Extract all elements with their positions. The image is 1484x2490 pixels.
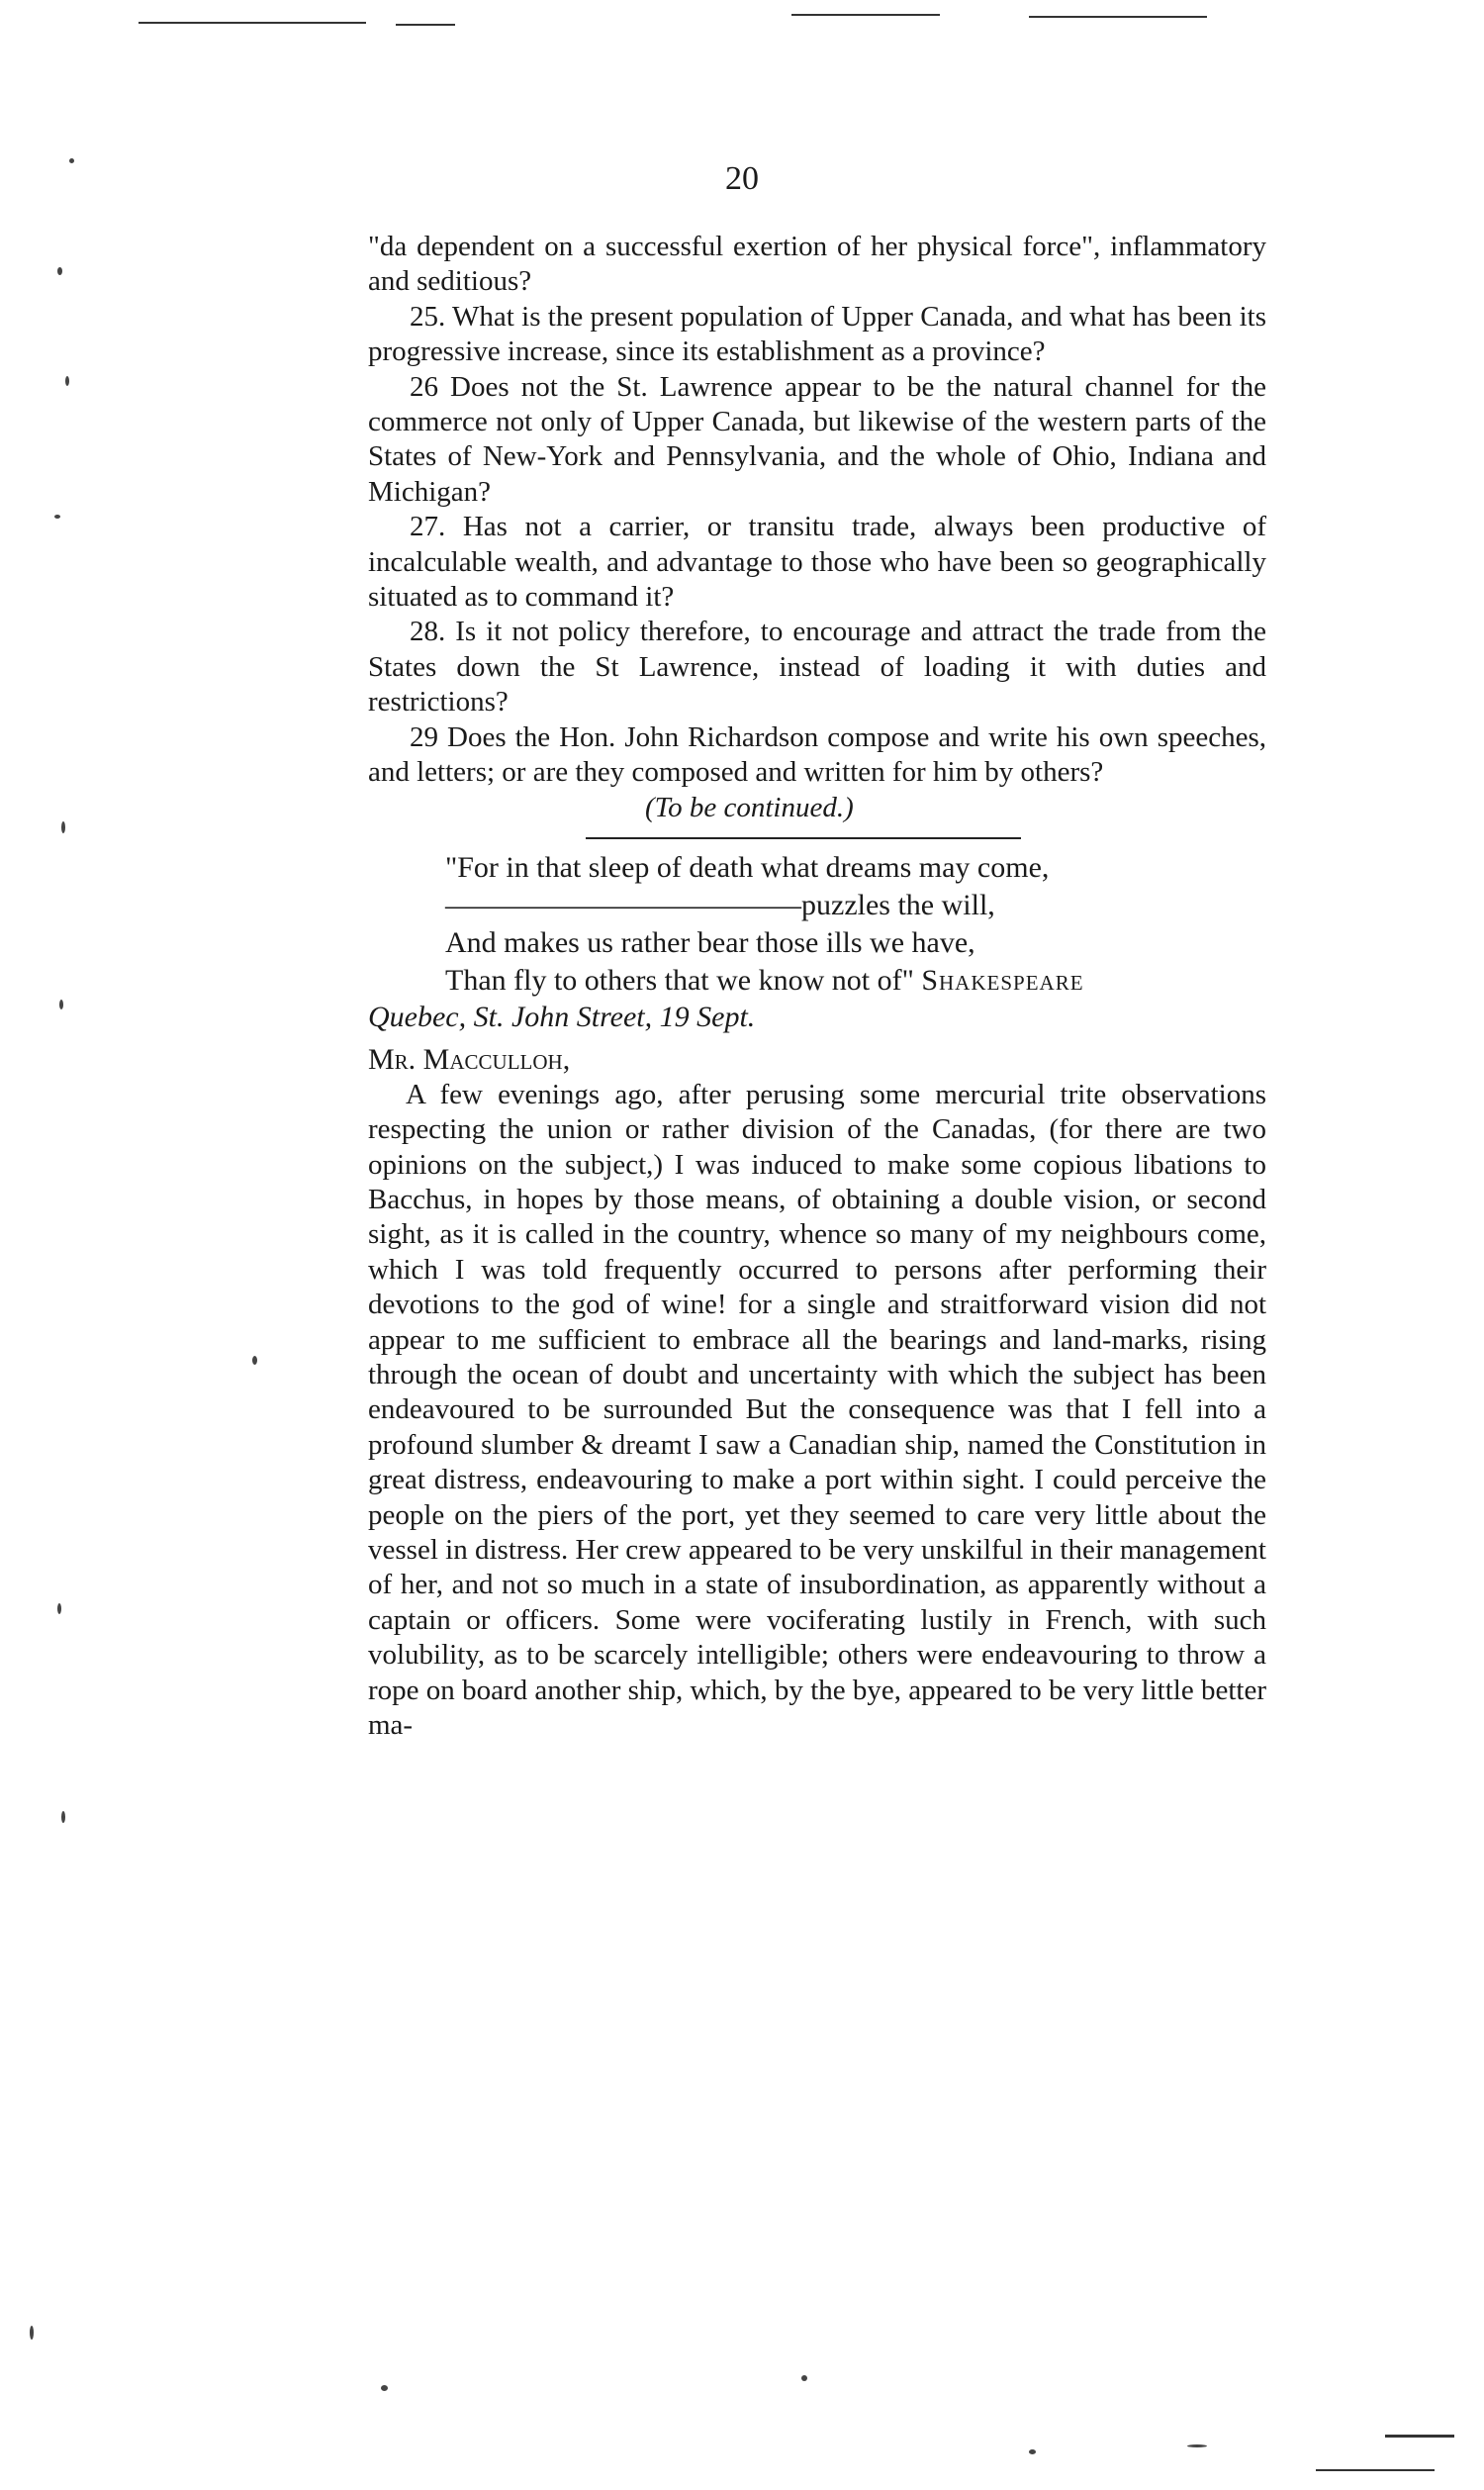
to-be-continued: (To be continued.): [645, 791, 854, 823]
verse-line-4-text: Than fly to others that we know not of": [445, 963, 914, 997]
scan-speck: [59, 1000, 63, 1009]
verse-line-3: And makes us rather bear those ills we have,: [445, 925, 975, 959]
scan-edge-mark: [396, 24, 455, 26]
section-divider: [586, 837, 1021, 839]
text-column: [368, 230, 1266, 1743]
epigraph-verse: [368, 849, 1266, 1000]
scan-edge-mark: [1029, 16, 1207, 18]
scan-speck: [1187, 2444, 1207, 2447]
verse-line-4: [368, 962, 1266, 1000]
verse-dash: ————————————: [445, 888, 801, 921]
scan-speck: [61, 821, 65, 833]
question-25: 25. What is the present population of Upper Canada, and what has been its progressive increase, since its establishment as a province?: [368, 300, 1266, 368]
continuation-paragraph: "da dependent on a successful exertion of her physical force", inflammatory and seditious?: [368, 231, 1266, 298]
question-26: 26 Does not the St. Lawrence appear to be the natural channel for the commerce not only of Upper Canada, but likewise of the western parts of the States of New-York and Pennsylvania, and the whole of Ohio, Indiana and Michigan?: [368, 370, 1266, 508]
verse-line-2: [368, 887, 1266, 924]
scan-speck: [61, 1811, 65, 1823]
scan-speck: [801, 2375, 807, 2381]
scan-speck: [57, 1603, 61, 1614]
page-number: 20: [725, 160, 759, 197]
scan-speck: [65, 376, 69, 386]
question-28: 28. Is it not policy therefore, to encourage and attract the trade from the States down the St Lawrence, instead of loading it with duties and restrictions?: [368, 616, 1266, 718]
question-27: 27. Has not a carrier, or transitu trade, always been productive of incalculable wealth, and advantage to those who have been so geographically situated as to command it?: [368, 511, 1266, 614]
scan-speck: [381, 2385, 388, 2391]
scan-edge-mark: [1316, 2469, 1435, 2471]
letter-dateline: Quebec, St. John Street, 19 Sept.: [368, 1000, 756, 1033]
verse-line-1: "For in that sleep of death what dreams may come,: [445, 850, 1050, 884]
verse-attribution: Shakespeare: [921, 963, 1084, 997]
verse-line-2-text: puzzles the will,: [801, 888, 995, 921]
scan-speck: [54, 515, 60, 519]
letter-body: A few evenings ago, after perusing some mercurial trite observations respecting the union or rather division of the Canadas, (for there are two opinions on the subject,) I was induced to make some copious libations to Bacchus, in hopes by those means, of obtaining a double vision, or second sight, as it is called in the country, whence so many of my neighbours come, which I was told frequently occurred to persons after performing their devotions to the god of wine! for a single and straitforward vision did not appear to me sufficient to embrace all the bearings and land-marks, rising through the ocean of doubt and uncertainty with which the subject has been endeavoured to be surrounded But the consequence was that I fell into a profound slumber & dreamt I saw a Canadian ship, named the Constitution in great distress, endeavouring to make a port within sight. I could perceive the people on the piers of the port, yet they seemed to care very little about the vessel in distress. Her crew appeared to be very unskilful in their management of her, and not so much in a state of insubordination, as apparently without a captain or officers. Some were vociferating lustily in French, with such volubility, as to be scarcely intelligible; others were endeavouring to throw a rope on board another ship, which, by the bye, appeared to be very little better ma-: [368, 1078, 1266, 1742]
scan-speck: [57, 267, 62, 275]
scan-speck: [252, 1356, 257, 1365]
scan-edge-mark: [139, 22, 366, 24]
scan-speck: [1029, 2449, 1036, 2454]
question-29: 29 Does the Hon. John Richardson compose and write his own speeches, and letters; or are they composed and written for him by others?: [368, 720, 1266, 789]
scan-edge-mark: [791, 14, 940, 16]
letter-salutation: Mr. Macculloh,: [368, 1043, 571, 1077]
scan-speck: [30, 2326, 34, 2340]
scan-edge-mark: [1385, 2435, 1454, 2438]
